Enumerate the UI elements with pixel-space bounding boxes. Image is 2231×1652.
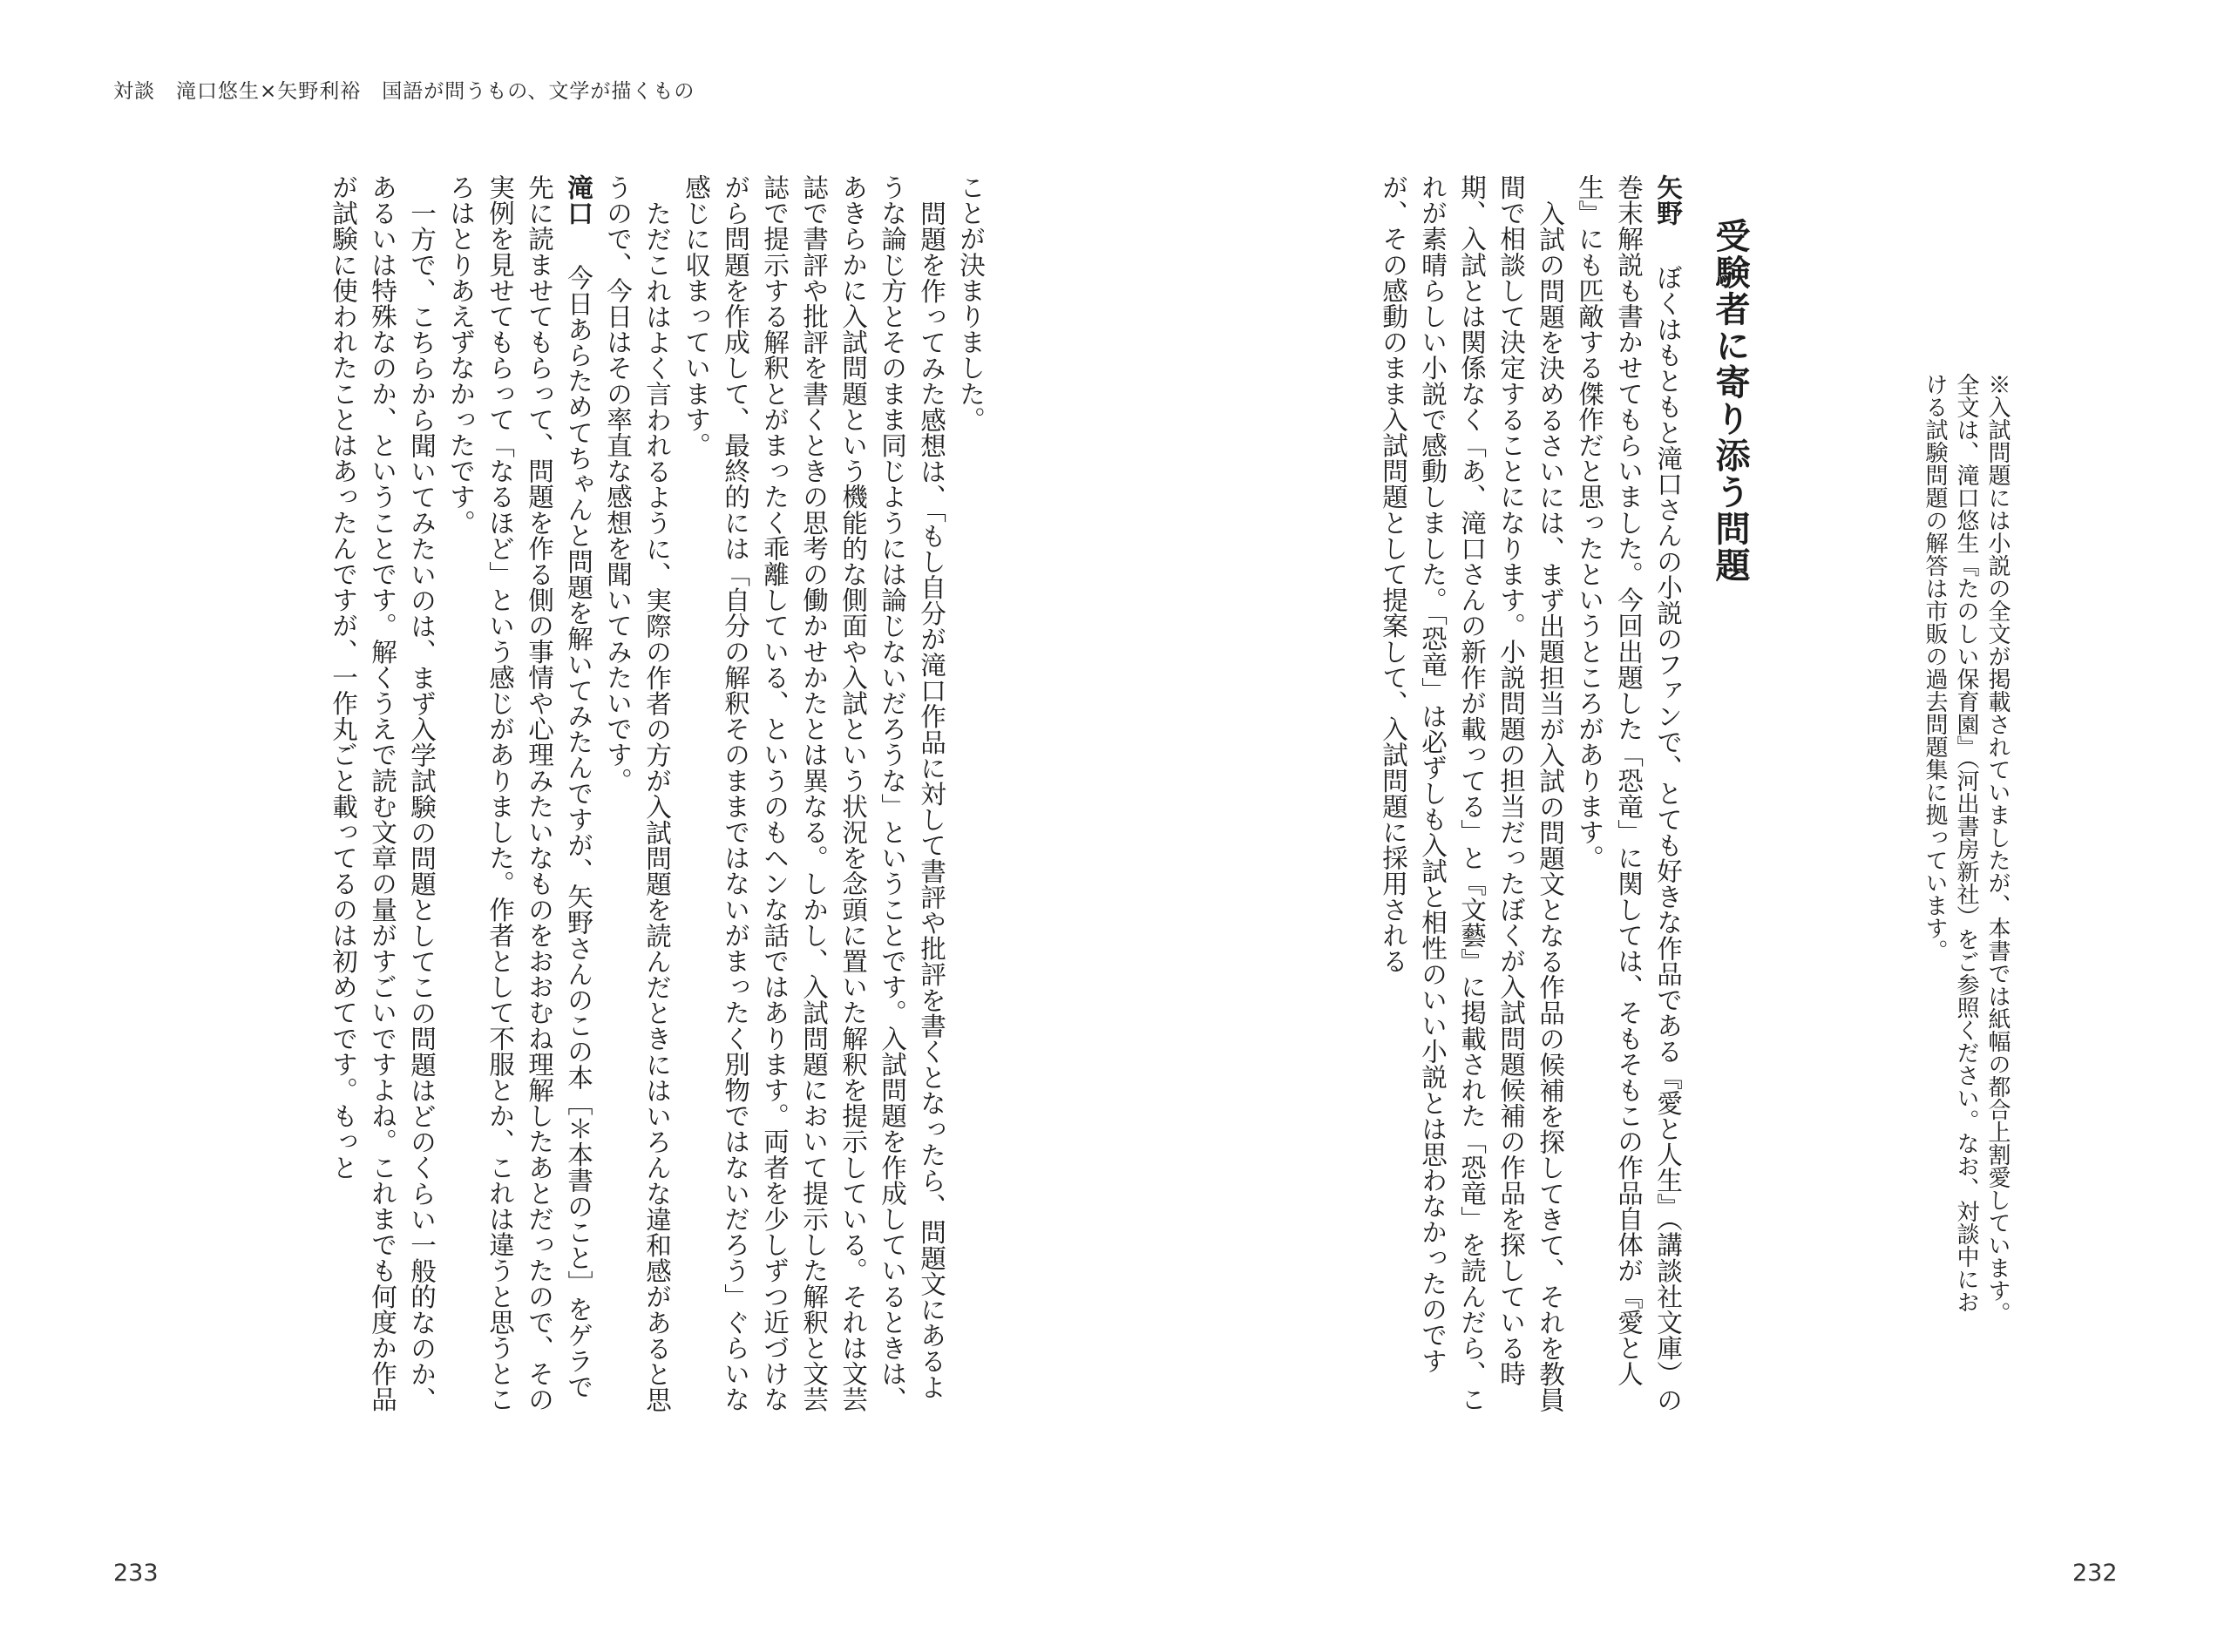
body-text-left <box>153 174 990 1422</box>
speaker-name: 矢野 <box>1653 174 1683 227</box>
paragraph: 入試の問題を決めるさいには、まず出題担当が入試の問題文となる作品の候補を探してきて、それを教員間で相談して決定することになります。小説問題の担当だったぼくが入試問題候補の作品を探している時期、入試とは関係なく「あ、滝口さんの新作が載ってる」と『文藝』に掲載された「恐竜」を読んだら、これが素晴らしい小説で感動しました。「恐竜」は必ずしも入試と相性のいい小説とは思わなかったのですが、その感動のまま入試問題として提案して、入試問題に採用される <box>1379 174 1565 1412</box>
speaker-paragraph <box>441 174 598 1422</box>
body-text-right <box>1269 174 1687 1422</box>
speaker-paragraph <box>1570 174 1687 1422</box>
speaker-text: ぼくはもともと滝口さんの小説のファンで、とても好きな作品である『愛と人生』（講談社文庫）の巻末解説も書かせてもらいました。今回出題した「恐竜」に関しては、そもそもこの作品自体が『愛と人生』にも匹敵する傑作だと思ったというところがあります。 <box>1575 174 1683 1412</box>
paragraph: 一方で、こちらから聞いてみたいのは、まず入学試験の問題としてこの問題はどのくらい一般的なのか、あるいは特殊なのか、ということです。解くうえで読む文章の量がすごいですよね。これまでも何度か作品が試験に使われたことはあったんですが、一作丸ごと載ってるのは初めてです。もっと <box>329 174 437 1412</box>
page-number: 232 <box>2072 1560 2118 1587</box>
speaker-name: 滝口 <box>564 174 593 227</box>
footnote: ※入試問題には小説の全文が掲載されていましたが、本書では紙幅の都合上割愛しています。全文は、滝口悠生『たのしい保育園』（河出書房新社）をご参照ください。なお、対談中における試験問題の解答は市販の過去問題集に拠っています。 <box>1922 373 2011 1324</box>
running-head: 対談 滝口悠生×矢野利裕 国語が問うもの、文学が描くもの <box>113 80 695 103</box>
speaker-text: 今日あらためてちゃんと問題を解いてみたんですが、矢野さんのこの本［＊本書のこと］をゲラで先に読ませてもらって、問題を作る側の事情や心理みたいなものをおおむね理解したあとだったので、その実例を見せてもらって「なるほど」という感じがありました。作者として不服とか、これは違うと思うところはとりあえずなかったです。 <box>446 174 593 1412</box>
paragraph: 問題を作ってみた感想は、「もし自分が滝口作品に対して書評や批評を書くとなったら、問題文にあるような論じ方とそのまま同じようには論じないだろうな」ということです。入試問題を作成しているときは、あきらかに入試問題という機能的な側面や入試という状況を念頭に置いた解釈を提示している。それは文芸誌で書評や批評を書くときの思考の働かせかたとは異なる。しかし、入試問題において提示した解釈と文芸誌で提示する解釈とがまったく乖離している、というのもヘンな話ではあります。両者を少しずつ近づけながら問題を作成して、最終的には「自分の解釈そのままではないがまったく別物ではないだろう」ぐらいな感じに収まっています。 <box>682 174 946 1412</box>
page-number: 233 <box>113 1560 159 1587</box>
section-heading: 受験者に寄り添う問題 <box>1710 218 1750 584</box>
paragraph: ただこれはよく言われるように、実際の作者の方が入試問題を読んだときにはいろんな違和感があると思うので、今日はその率直な感想を聞いてみたいです。 <box>603 174 672 1412</box>
paragraph-continuation: ことが決まりました。 <box>956 174 986 432</box>
